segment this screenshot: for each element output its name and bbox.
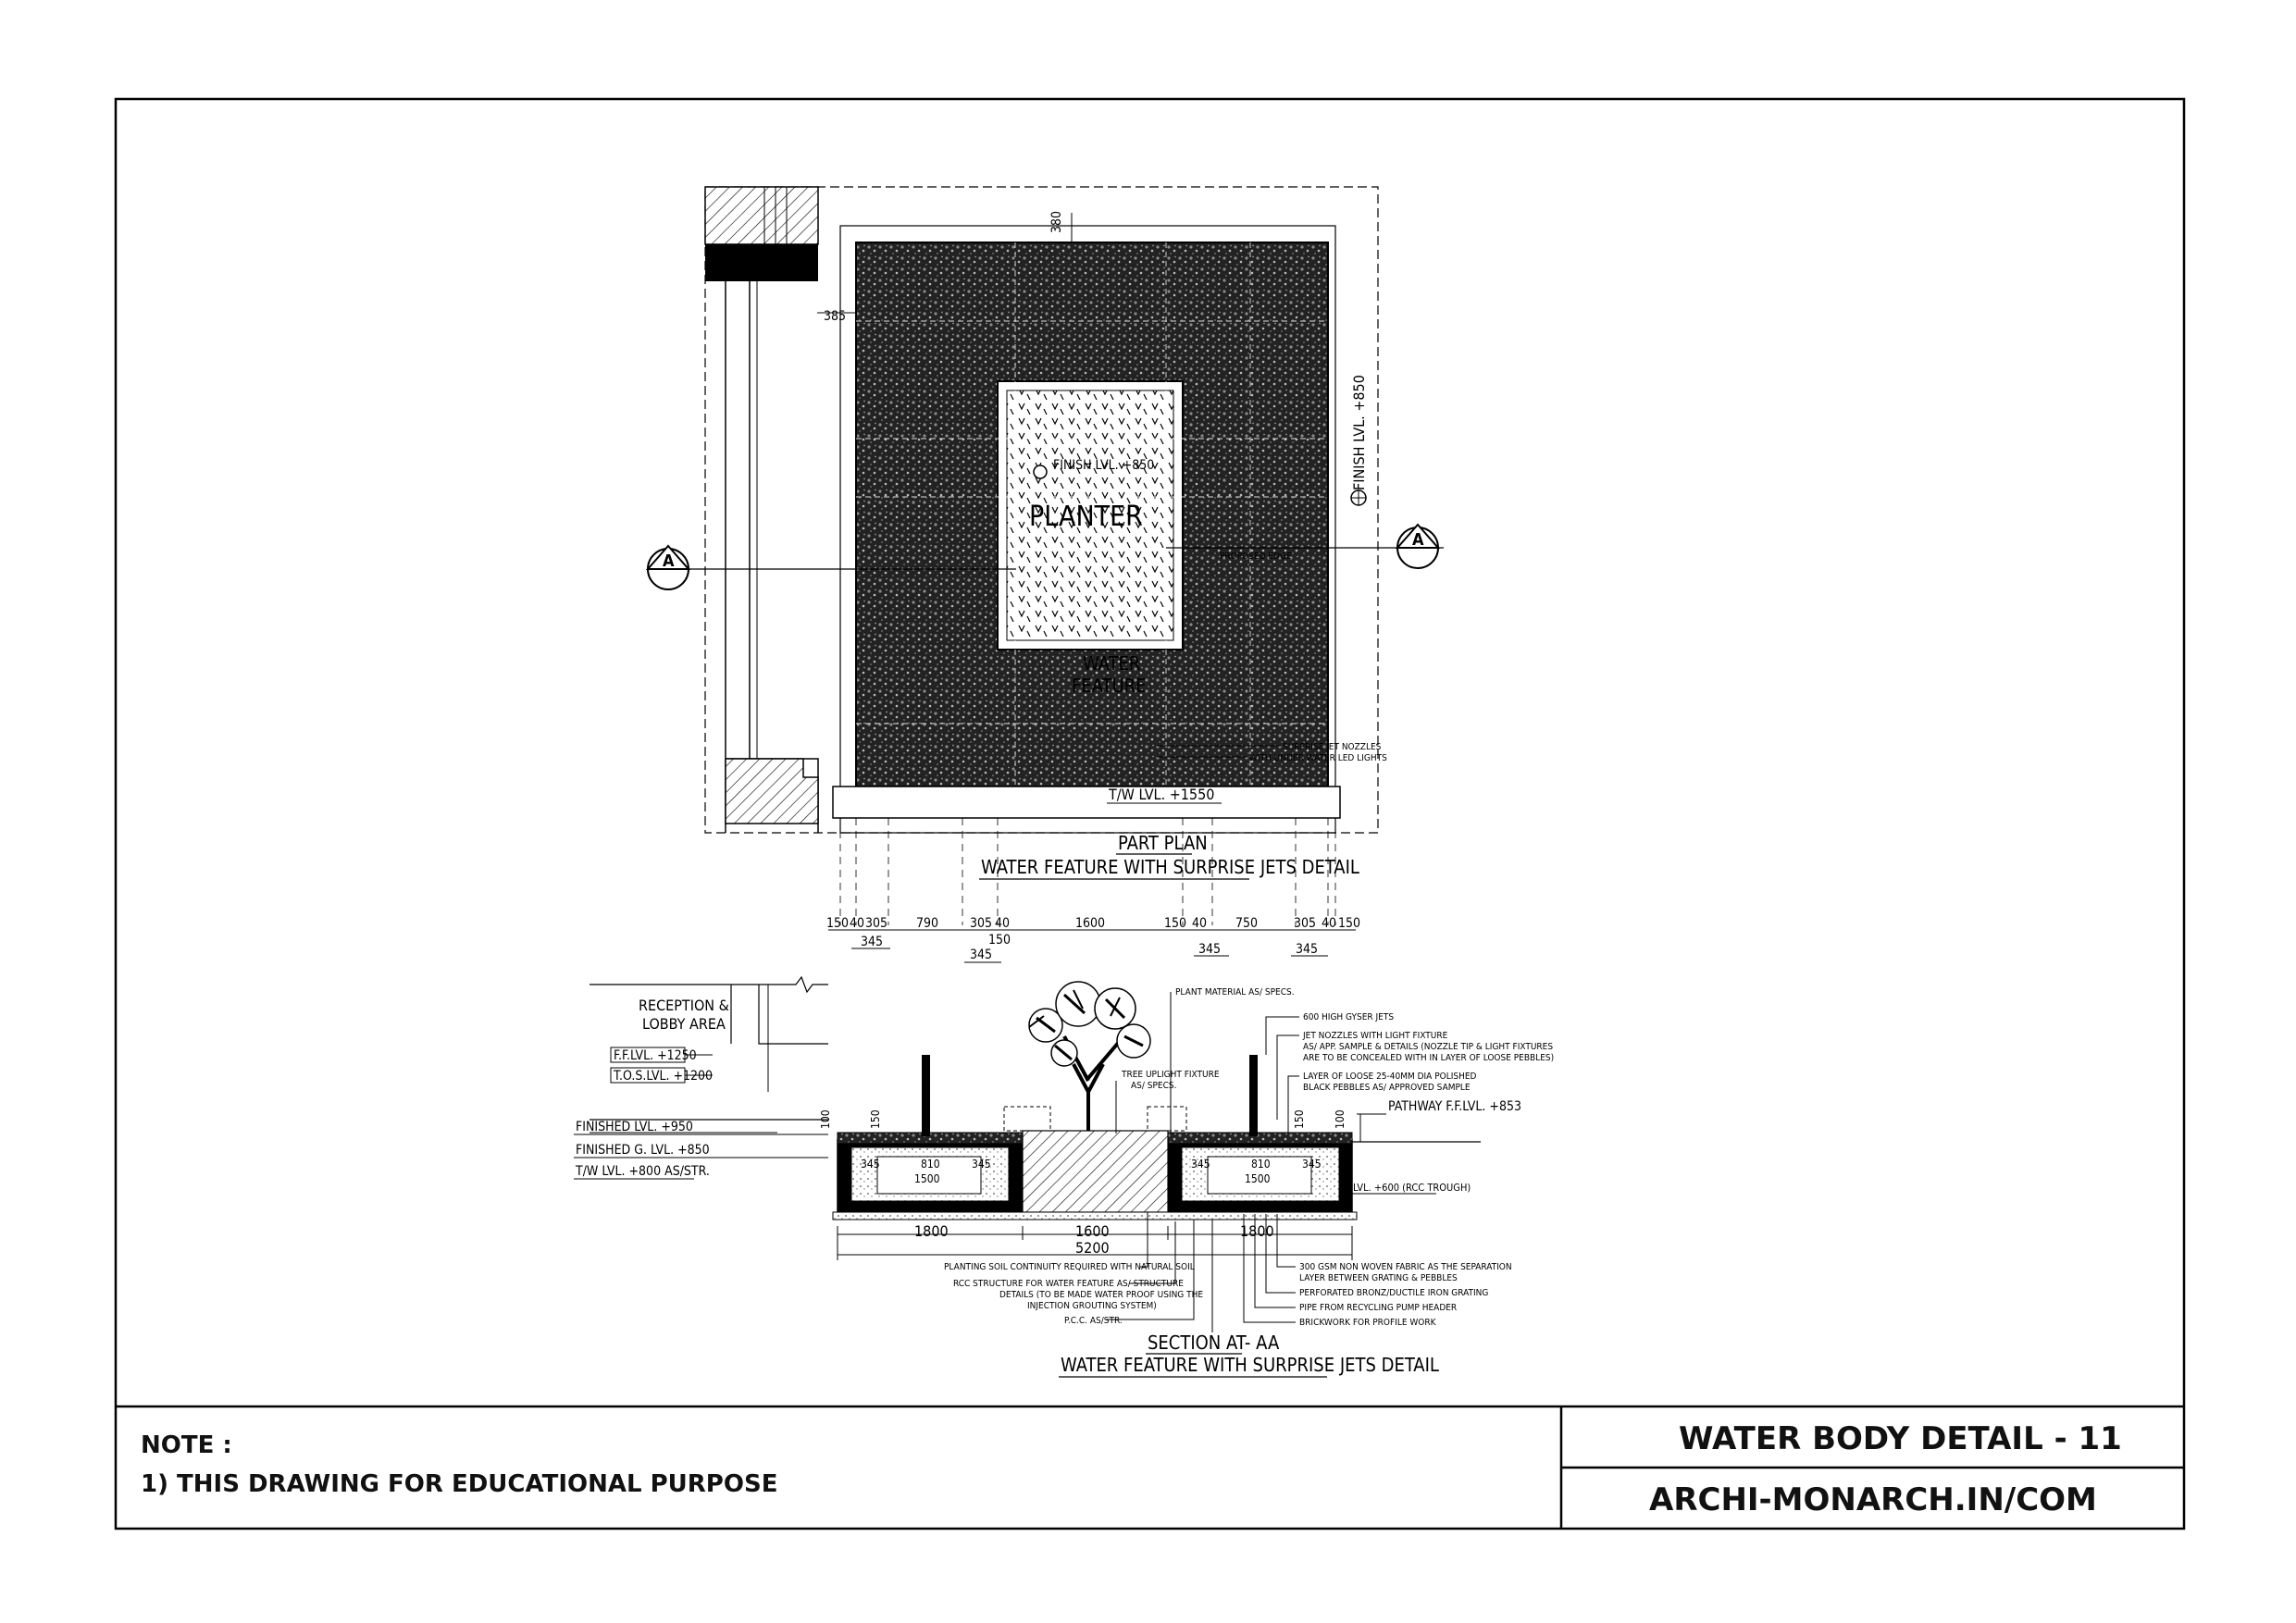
dim-label: 345	[970, 948, 993, 962]
dim-label: 150	[1164, 916, 1187, 931]
planter-soil-section	[1023, 1131, 1168, 1212]
dim-label: 305	[970, 916, 993, 931]
inner-finish-level: FINISH LVL. +850	[1053, 458, 1155, 473]
dim-label: 1800	[1240, 1222, 1274, 1240]
section-aa	[574, 916, 1554, 1377]
planter-label: PLANTER	[1029, 501, 1143, 533]
tree-icon	[1029, 982, 1150, 1131]
dim-label: 305	[1294, 916, 1317, 931]
pebble-layer-right	[1168, 1133, 1352, 1144]
reception-label-2: LOBBY AREA	[642, 1015, 726, 1033]
right-notes	[1266, 1012, 1554, 1134]
part-plan-subtitle: WATER FEATURE WITH SURPRISE JETS DETAIL	[981, 856, 1359, 878]
section-marker-left-label: A	[663, 551, 675, 571]
pathway-label: PATHWAY F.F.LVL. +853	[1388, 1099, 1521, 1114]
note-text: BLACK PEBBLES AS/ APPROVED SAMPLE	[1303, 1083, 1471, 1093]
note-text: ARE TO BE CONCEALED WITH IN LAYER OF LOOSE PEBBLES)	[1303, 1053, 1555, 1063]
part-plan	[648, 187, 1444, 925]
water-feature-label-2: FEATURE	[1072, 675, 1147, 697]
callout-proposed-edge: PROPOSED EDGE	[1220, 551, 1292, 562]
bottom-dims	[838, 1222, 1352, 1260]
dim-385: 385	[824, 309, 847, 324]
note-heading: NOTE :	[141, 1431, 232, 1459]
jet-pipe-right	[1249, 1055, 1258, 1136]
plant-note: PLANT MATERIAL AS/ SPECS.	[1175, 987, 1295, 997]
note-text: PERFORATED BRONZ/DUCTILE IRON GRATING	[1299, 1288, 1489, 1298]
uplight-note-2: AS/ SPECS.	[1131, 1081, 1177, 1091]
note-text: DETAILS (TO BE MADE WATER PROOF USING THE	[999, 1290, 1204, 1300]
dim-label: 150	[1338, 916, 1361, 931]
part-plan-title: PART PLAN	[1118, 832, 1208, 854]
note-text: 300 GSM NON WOVEN FABRIC AS THE SEPARATION	[1299, 1262, 1512, 1272]
dim-label: 40	[995, 916, 1011, 931]
left-bottom-notes	[944, 1212, 1203, 1326]
note-line: 1) THIS DRAWING FOR EDUCATIONAL PURPOSE	[141, 1470, 778, 1498]
edge-strip	[833, 787, 1340, 818]
dim-label: 810	[1251, 1158, 1271, 1171]
section-title: SECTION AT- AA	[1148, 1332, 1280, 1354]
dim-label: 345	[1302, 1158, 1322, 1171]
note-text: 600 HIGH GYSER JETS	[1303, 1012, 1395, 1022]
note-text: LAYER OF LOOSE 25-40MM DIA POLISHED	[1303, 1072, 1477, 1082]
dim-label: 150	[988, 933, 1011, 948]
dim-label: 750	[1235, 916, 1259, 931]
water-feature-label-1: WATER	[1083, 652, 1141, 675]
dim-label: 345	[861, 1158, 880, 1171]
note-text: AS/ APP. SAMPLE & DETAILS (NOZZLE TIP & LIGHT FIXTURES	[1303, 1042, 1554, 1052]
dim-label: 100	[819, 1109, 832, 1129]
note-text: PLANTING SOIL CONTINUITY REQUIRED WITH NATURAL SOIL	[944, 1262, 1195, 1272]
section-marker-right-label: A	[1412, 530, 1424, 550]
dim-label: 345	[972, 1158, 991, 1171]
dim-380: 380	[1049, 210, 1064, 233]
dim-label: 150	[869, 1109, 882, 1129]
title-block	[141, 1420, 2122, 1518]
finished-lvl-label: FINISHED LVL. +950	[576, 1120, 693, 1134]
dim-label: 305	[865, 916, 888, 931]
level-marker-icon	[1034, 465, 1047, 478]
top-dims	[826, 916, 1360, 962]
dim-label: 5200	[1075, 1239, 1110, 1257]
note-text: RCC STRUCTURE FOR WATER FEATURE AS/ STRUCTURE	[953, 1279, 1184, 1289]
nozzle-note-2: WITH UNDER WATER LED LIGHTS	[1249, 753, 1387, 763]
dim-label: 345	[1198, 942, 1222, 957]
jet-pipe-left	[922, 1055, 930, 1136]
drawing-title: WATER BODY DETAIL - 11	[1679, 1420, 2122, 1457]
note-text: LAYER BETWEEN GRATING & PEBBLES	[1299, 1273, 1458, 1283]
tw-lvl-section-label: T/W LVL. +800 AS/STR.	[576, 1164, 710, 1179]
dim-label: 40	[1322, 916, 1337, 931]
reception-context	[574, 977, 828, 1179]
pcc-base	[833, 1212, 1357, 1220]
finished-g-lvl-label: FINISHED G. LVL. +850	[576, 1143, 710, 1158]
note-text: INJECTION GROUTING SYSTEM)	[1027, 1301, 1157, 1311]
dim-label: 345	[861, 935, 884, 949]
tos-label: T.O.S.LVL. +1200	[614, 1069, 714, 1084]
note-text: JET NOZZLES WITH LIGHT FIXTURE	[1303, 1031, 1448, 1041]
dim-label: 1800	[914, 1222, 949, 1240]
dim-label: 1500	[1245, 1172, 1271, 1185]
dim-label: 40	[1192, 916, 1208, 931]
section-subtitle: WATER FEATURE WITH SURPRISE JETS DETAIL	[1061, 1354, 1439, 1376]
building-wall	[705, 187, 818, 833]
reception-label-1: RECEPTION &	[639, 997, 729, 1014]
dim-label: 1500	[914, 1172, 940, 1185]
dim-label: 790	[916, 916, 939, 931]
dim-label: 810	[921, 1158, 940, 1171]
dim-label: 100	[1334, 1109, 1347, 1129]
website: ARCHI-MONARCH.IN/COM	[1649, 1481, 2097, 1518]
dim-label: 150	[826, 916, 850, 931]
note-text: P.C.C. AS/STR.	[1064, 1316, 1123, 1326]
dim-label: 1600	[1075, 1222, 1110, 1240]
uplight-note-1: TREE UPLIGHT FIXTURE	[1122, 1070, 1220, 1080]
tw-level-label: T/W LVL. +1550	[1109, 786, 1215, 803]
dim-label: 345	[1296, 942, 1319, 957]
dim-label: 1600	[1075, 916, 1106, 931]
note-text: BRICKWORK FOR PROFILE WORK	[1299, 1318, 1436, 1328]
ffl-label: F.F.LVL. +1250	[614, 1048, 697, 1063]
nozzle-note-1: SURPRISE JET NOZZLES	[1283, 742, 1382, 752]
dim-label: 150	[1293, 1109, 1306, 1129]
trough-level-label: LVL. +600 (RCC TROUGH)	[1353, 1182, 1471, 1194]
dim-label: 40	[850, 916, 865, 931]
note-text: PIPE FROM RECYCLING PUMP HEADER	[1299, 1303, 1458, 1313]
side-finish-level: FINISH LVL. +850	[1350, 375, 1368, 490]
dim-label: 345	[1191, 1158, 1210, 1171]
